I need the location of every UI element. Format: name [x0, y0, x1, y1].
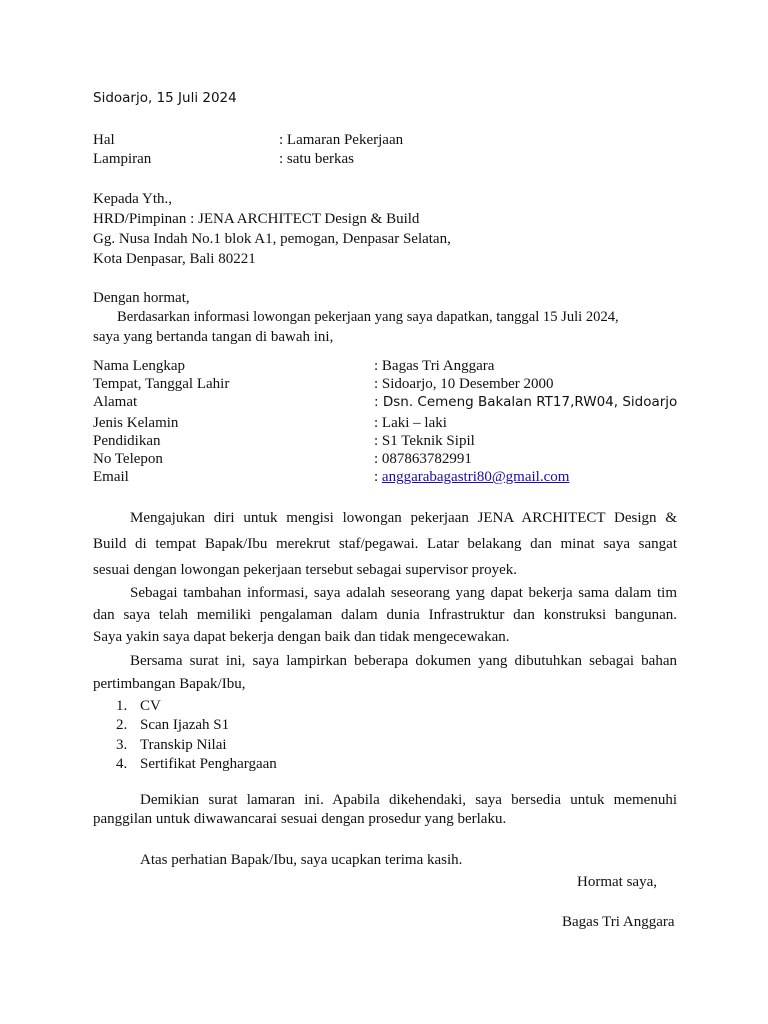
- personal-value: [374, 468, 569, 486]
- list-item: [0, 697, 700, 715]
- personal-row-name: [93, 357, 693, 375]
- body-paragraph-1-line-1: Mengajukan diri untuk mengisi lowongan pekerjaan JENA ARCHITECT Design &: [130, 510, 677, 526]
- personal-row-gender: [93, 414, 693, 432]
- personal-label: No Telepon: [93, 451, 163, 467]
- list-item-number: 2.: [116, 717, 128, 733]
- closing-paragraph-line-1: Demikian surat lamaran ini. Apabila dikehendaki, saya bersedia untuk memenuhi: [140, 792, 677, 808]
- list-item: [0, 736, 700, 754]
- lampiran-value: : satu berkas: [279, 151, 354, 167]
- list-item-number: 1.: [116, 698, 128, 714]
- body-paragraph-3-line-2: pertimbangan Bapak/Ibu,: [93, 676, 246, 692]
- signature-name: Bagas Tri Anggara: [562, 914, 675, 930]
- personal-row-birth: [93, 375, 693, 393]
- personal-value: : Laki – laki: [374, 415, 447, 431]
- list-item: [0, 716, 700, 734]
- personal-label: Tempat, Tanggal Lahir: [93, 376, 230, 392]
- body-paragraph-1-line-2: Build di tempat Bapak/Ibu merekrut staf/pegawai. Latar belakang dan minat saya sangat: [93, 536, 677, 552]
- personal-value: : S1 Teknik Sipil: [374, 433, 475, 449]
- body-paragraph-2-line-1: Sebagai tambahan informasi, saya adalah seseorang yang dapat bekerja sama dalam tim: [130, 585, 677, 601]
- lampiran-label: Lampiran: [93, 151, 152, 167]
- opening-line-1: Berdasarkan informasi lowongan pekerjaan yang saya dapatkan, tanggal 15 Juli 2024,: [117, 309, 619, 325]
- recipient-salutation: Kepada Yth.,: [93, 191, 172, 207]
- body-paragraph-2-line-3: Saya yakin saya dapat bekerja dengan baik dan tidak mengecewakan.: [93, 629, 510, 645]
- personal-label: Pendidikan: [93, 433, 161, 449]
- personal-value: : Sidoarjo, 10 Desember 2000: [374, 376, 554, 392]
- list-item-number: 4.: [116, 756, 128, 772]
- lampiran-row: [93, 150, 693, 168]
- hal-label: Hal: [93, 132, 115, 148]
- personal-row-education: [93, 432, 693, 450]
- list-item-text: CV: [140, 698, 161, 714]
- list-item-text: Sertifikat Penghargaan: [140, 756, 277, 772]
- personal-row-email: [93, 468, 693, 486]
- place-date: Sidoarjo, 15 Juli 2024: [93, 90, 237, 106]
- list-item-text: Scan Ijazah S1: [140, 717, 230, 733]
- personal-row-phone: [93, 450, 693, 468]
- list-item-number: 3.: [116, 737, 128, 753]
- hal-row: [93, 131, 693, 149]
- recipient-line-2: Gg. Nusa Indah No.1 blok A1, pemogan, Denpasar Selatan,: [93, 231, 451, 247]
- list-item: [0, 755, 700, 773]
- personal-label: Nama Lengkap: [93, 358, 186, 374]
- hal-value: : Lamaran Pekerjaan: [279, 132, 404, 148]
- body-paragraph-2-line-2: dan saya telah memiliki pengalaman dalam dunia Infrastruktur dan konstruksi bangunan.: [93, 607, 677, 623]
- regards-line: Hormat saya,: [577, 874, 657, 890]
- personal-value: : Dsn. Cemeng Bakalan RT17,RW04, Sidoarjo: [374, 394, 678, 410]
- personal-label: Alamat: [93, 394, 138, 410]
- greeting: Dengan hormat,: [93, 290, 190, 306]
- body-paragraph-3-line-1: Bersama surat ini, saya lampirkan beberapa dokumen yang dibutuhkan sebagai bahan: [130, 653, 677, 669]
- closing-paragraph-line-2: panggilan untuk diwawancarai sesuai dengan prosedur yang berlaku.: [93, 811, 507, 827]
- personal-value: : Bagas Tri Anggara: [374, 358, 495, 374]
- recipient-line-1: HRD/Pimpinan : JENA ARCHITECT Design & Build: [93, 211, 420, 227]
- list-item-text: Transkip Nilai: [140, 737, 227, 753]
- email-prefix: :: [374, 469, 382, 485]
- body-paragraph-1-line-3: sesuai dengan lowongan pekerjaan tersebut sebagai supervisor proyek.: [93, 562, 518, 578]
- personal-label: Jenis Kelamin: [93, 415, 179, 431]
- personal-row-address: [93, 393, 693, 411]
- email-link[interactable]: anggarabagastri80@gmail.com: [381, 469, 570, 485]
- opening-line-2: saya yang bertanda tangan di bawah ini,: [93, 329, 334, 345]
- thanks-line: Atas perhatian Bapak/Ibu, saya ucapkan terima kasih.: [140, 852, 463, 868]
- recipient-line-3: Kota Denpasar, Bali 80221: [93, 251, 256, 267]
- personal-value: : 087863782991: [374, 451, 472, 467]
- personal-label: Email: [93, 469, 129, 485]
